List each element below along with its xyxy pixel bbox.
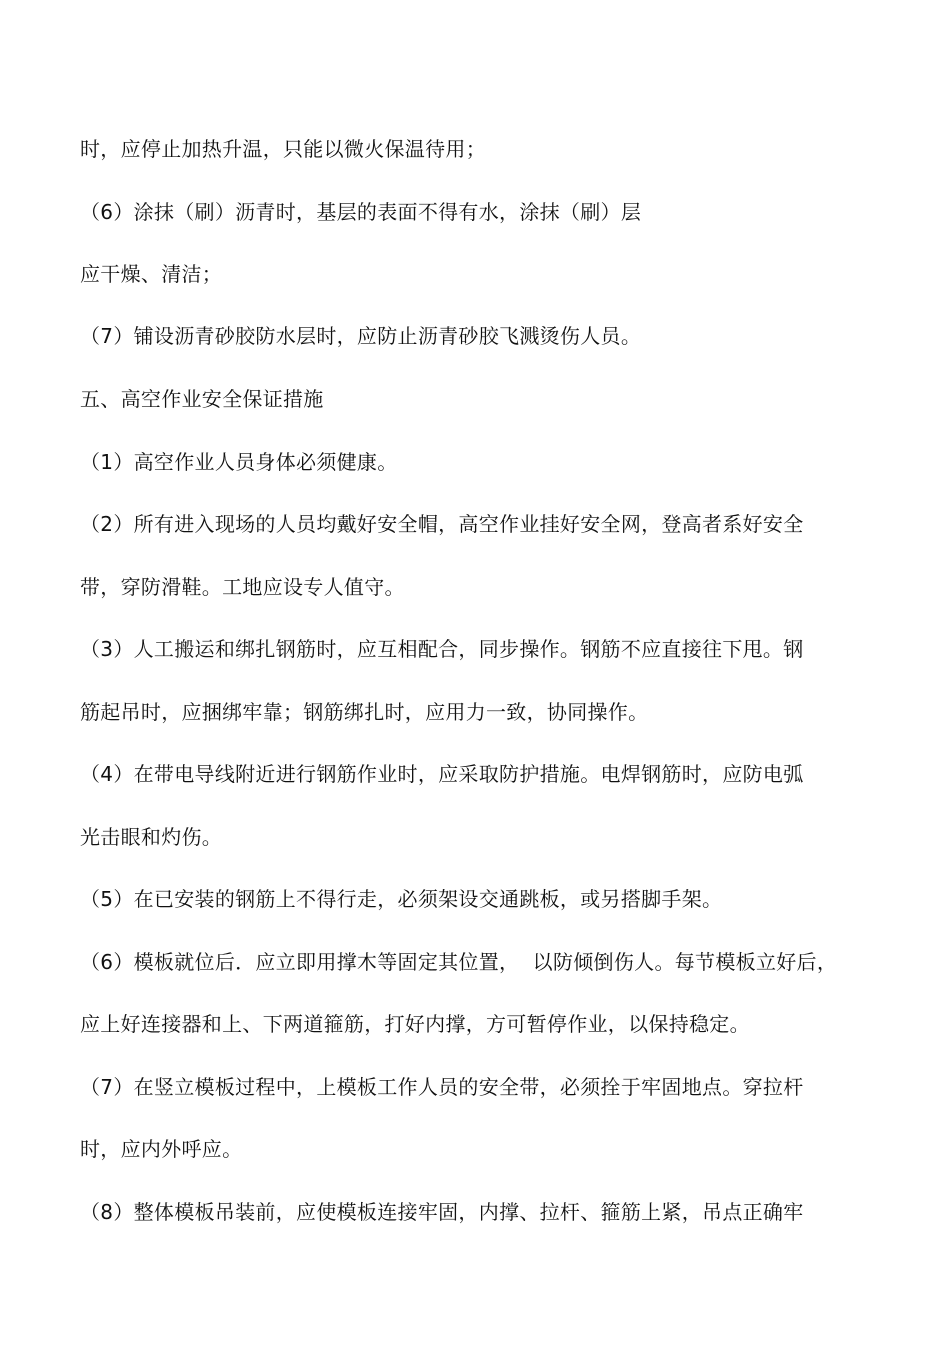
text-line: （6）涂抹（刷）沥青时，基层的表面不得有水，涂抹（刷）层 [80,200,642,224]
text-line: （8）整体模板吊装前，应使模板连接牢固，内撑、拉杆、箍筋上紧，吊点正确牢 [80,1200,804,1224]
text-line: 筋起吊时，应捆绑牢靠；钢筋绑扎时，应用力一致，协同操作。 [80,700,649,724]
text-line: 光击眼和灼伤。 [80,825,223,849]
section-heading: 五、高空作业安全保证措施 [80,387,324,411]
text-line: 时，应停止加热升温，只能以微火保温待用； [80,137,486,161]
text-line: （3）人工搬运和绑扎钢筋时，应互相配合，同步操作。钢筋不应直接往下甩。钢 [80,637,804,661]
text-line: （1）高空作业人员身体必须健康。 [80,450,398,474]
text-line: （7）铺设沥青砂胶防水层时，应防止沥青砂胶飞溅烫伤人员。 [80,324,642,348]
text-line: 带，穿防滑鞋。工地应设专人值守。 [80,575,405,599]
text-line: 时，应内外呼应。 [80,1137,243,1161]
text-line: （2）所有进入现场的人员均戴好安全帽，高空作业挂好安全网，登高者系好安全 [80,512,804,536]
text-line: （4）在带电导线附近进行钢筋作业时，应采取防护措施。电焊钢筋时，应防电弧 [80,762,804,786]
text-line: 应干燥、清洁； [80,262,223,286]
text-line: （7）在竖立模板过程中，上模板工作人员的安全带，必须拴于牢固地点。穿拉杆 [80,1075,804,1099]
text-line: （6）模板就位后．应立即用撑木等固定其位置， 以防倾倒伤人。每节模板立好后， [80,950,838,974]
text-line: （5）在已安装的钢筋上不得行走，必须架设交通跳板，或另搭脚手架。 [80,887,723,911]
text-line: 应上好连接器和上、下两道箍筋，打好内撑，方可暂停作业，以保持稳定。 [80,1012,750,1036]
